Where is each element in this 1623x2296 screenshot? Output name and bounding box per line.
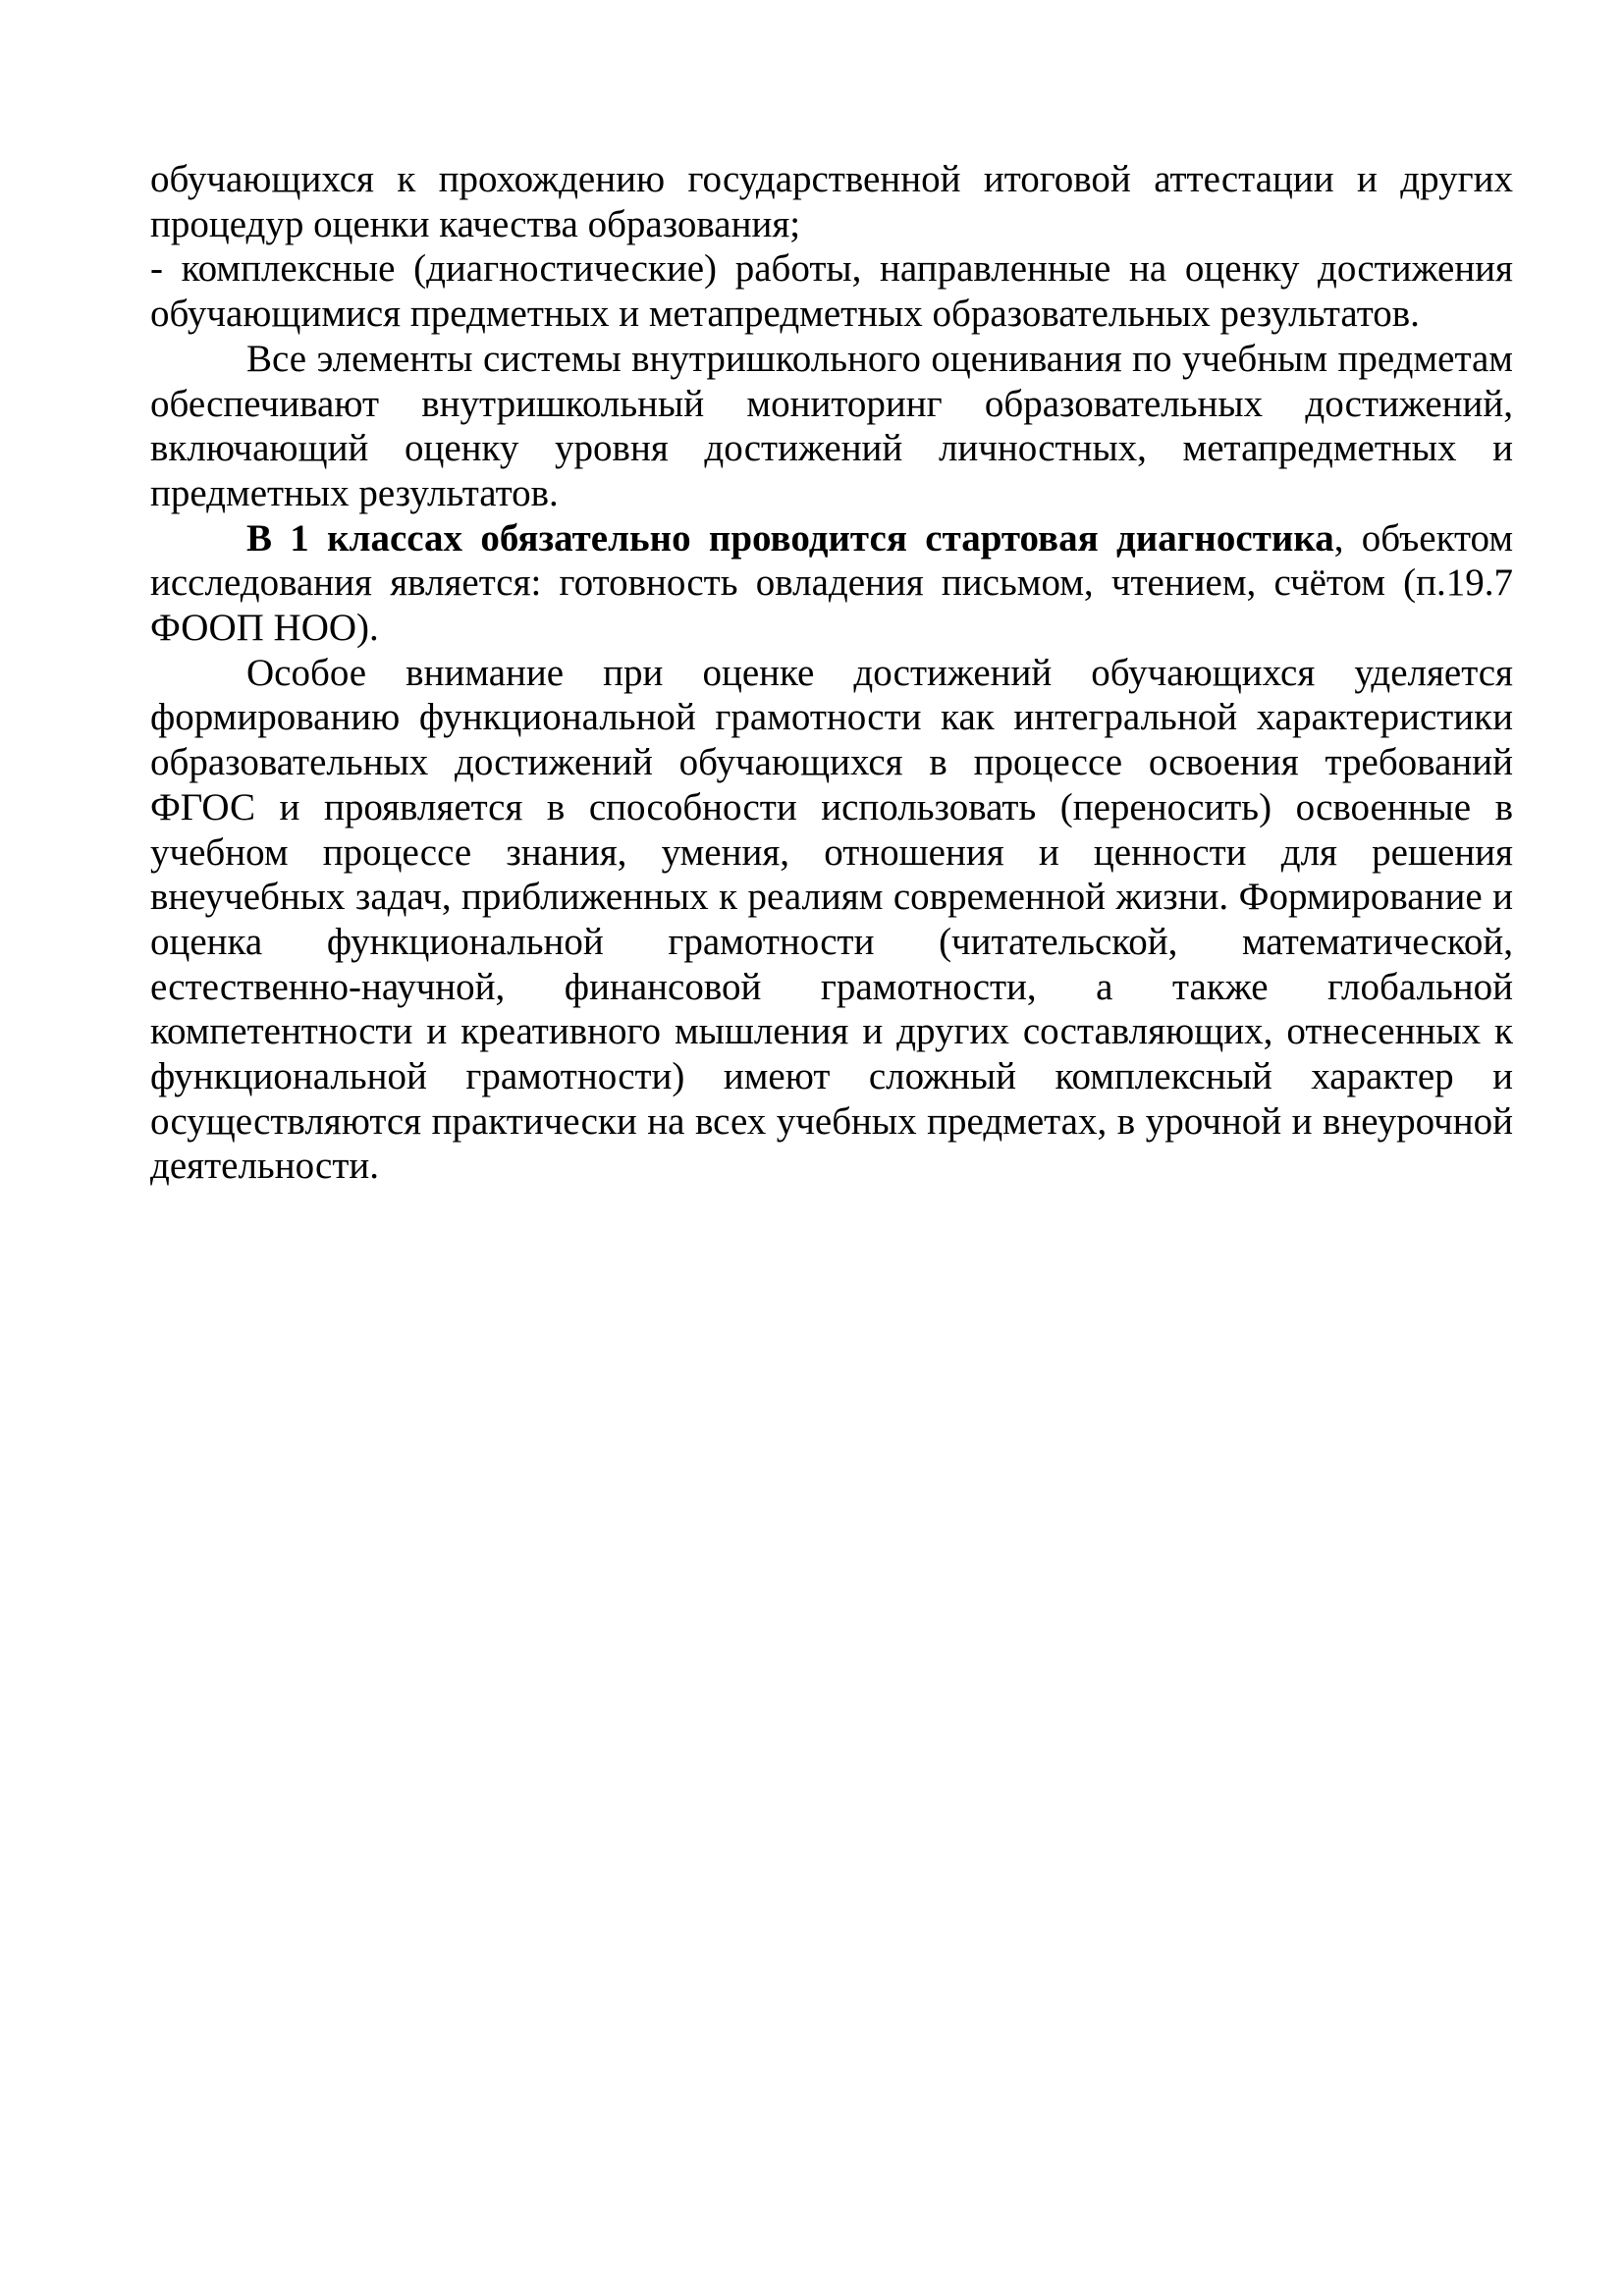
bold-run-start-diagnostics: В 1 классах обязательно проводится стартовая диагностика [246,516,1334,560]
paragraph-list-item-complex-works: - комплексные (диагностические) работы, направленные на оценку достижения обучающимися предметных и метапредметных образовательных результатов. [150,247,1513,336]
paragraph-start-diagnostics [150,516,1513,651]
paragraph-continuation: обучающихся к прохождению государственной итоговой аттестации и других процедур оценки качества образования; [150,158,1513,245]
paragraph-functional-literacy: Особое внимание при оценке достижений обучающихся уделяется формированию функциональной грамотности как интегральной характеристики образовательных достижений обучающихся в процессе освоения требований ФГОС и проявляется в способности использовать (переносить) освоенные в учебном процессе знания, умения, отношения и ценности для решения внеучебных задач, приближенных к реалиям современной жизни. Формирование и оценка функциональной грамотности (читательской, математической, естественно-научной, финансовой грамотности, а также глобальной компетентности и креативного мышления и других составляющих, отнесенных к функциональной грамотности) имеют сложный комплексный характер и осуществляются практически на всех учебных предметах, в урочной и внеурочной деятельности. [150,651,1513,1188]
paragraph-internal-monitoring: Все элементы системы внутришкольного оценивания по учебным предметам обеспечивают внутришкольный мониторинг образовательных достижений, включающий оценку уровня достижений личностных, метапредметных и предметных результатов. [150,337,1513,514]
document-text-block [150,157,1513,1189]
text-run-start-diagnostics: , объектом исследования является: готовность овладения письмом, чтением, счётом (п.19.7 ФООП НОО). [150,516,1513,650]
